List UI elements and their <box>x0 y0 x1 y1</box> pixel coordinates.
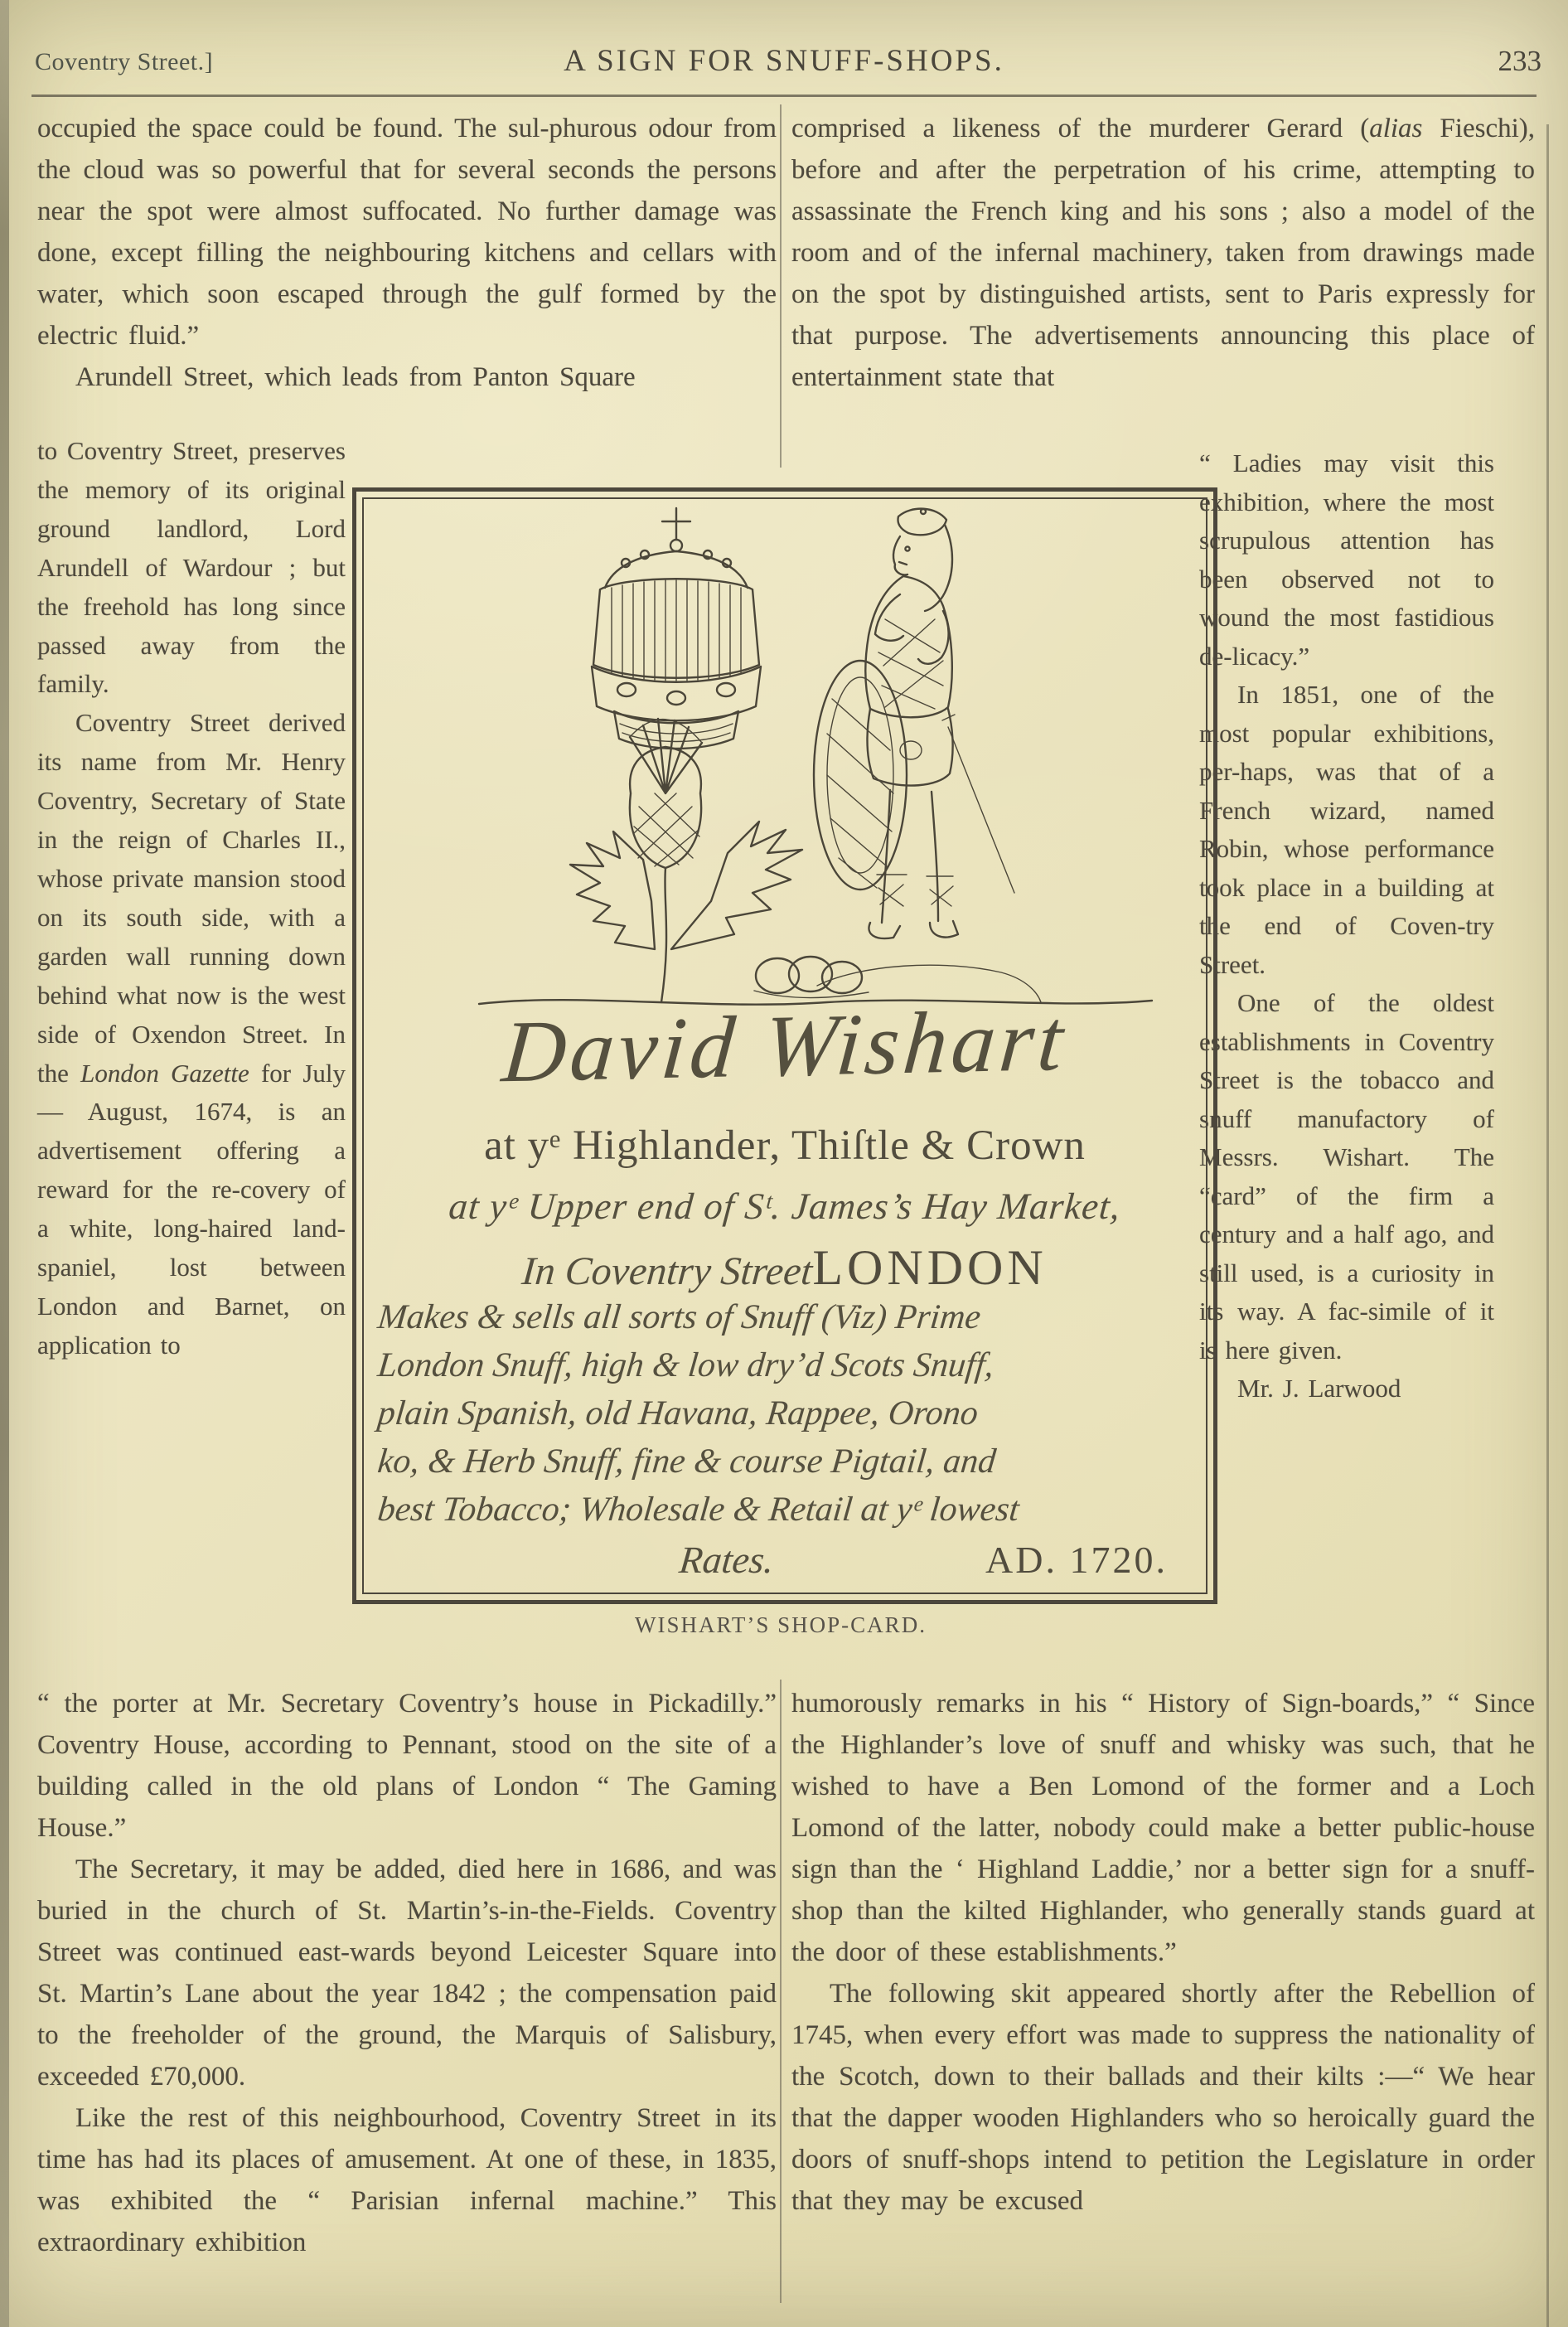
crown-icon <box>592 508 761 749</box>
alias-italic: alias <box>1369 114 1423 143</box>
paragraph-oldest: One of the oldest establishments in Coventry Street is the tobacco and snuff manufactory of Messrs. Wishart. The “card” of the firm a century and a half ago, and still used, is a curiosity in its way. A fac-simile of it is here given. <box>1199 988 1494 1365</box>
card-body-line: best Tobacco; Wholesale & Retail at yᵉ lowest <box>375 1491 1021 1529</box>
paragraph-amusement: Like the rest of this neighbourhood, Coventry Street in its time has had its places of amusement. At one of these, in 1835, was exhibited the “ Parisian infernal machine.” This extraordinary exhibition <box>37 2103 777 2257</box>
left-column-bottom <box>37 1683 777 2263</box>
shop-card <box>352 487 1217 1604</box>
targe-icon <box>814 661 907 890</box>
card-rates-label: Rates. <box>677 1539 777 1581</box>
paragraph-derived <box>37 704 346 1365</box>
comprised-text-b: Fieschi), before and after the perpetration of his crime, attempting to assassinate the French king and his sons ; also a model of the room and of the infernal machinery, taken from drawings made on the spot by distinguished artists, sent to Paris expressly for that purpose. The advertisements announcing this place of entertainment state that <box>791 114 1536 392</box>
paragraph-arundell-cont: to Coventry Street, preserves the memory of its original ground landlord, Lord Arundell of Wardour ; but the freehold has long since passed away from the family. <box>37 436 346 699</box>
page-left-edge-shadow <box>0 0 9 2327</box>
shop-card-caption: WISHART’S SHOP-CARD. <box>635 1612 927 1637</box>
card-address-line: at yᵉ Upper end of Sᵗ. James’s Hay Market, <box>447 1185 1123 1227</box>
column-divider-bottom <box>780 1680 782 2303</box>
london-gazette-italic: London Gazette <box>80 1058 249 1088</box>
comprised-text-a: comprised a likeness of the murderer Gerard ( <box>791 114 1370 143</box>
card-proprietor-name: David Wishart <box>498 991 1072 1101</box>
right-column-narrow <box>1199 444 1494 1408</box>
left-column-top <box>37 108 777 398</box>
header-rule <box>31 95 1537 97</box>
derived-text-b: for July — August, 1674, is an advertisement offering a reward for the re-covery of a white, long-haired land-spaniel, lost between London and Barnet, on application to <box>37 1058 346 1360</box>
paragraph-humorously: humorously remarks in his “ History of Sign-boards,” “ Since the Highlander’s love of snuff and whisky was such, that he wished to have a Ben Lomond of the former and a Loch Lomond of the latter, nobody could make a better public-house sign than the ‘ Highland Laddie,’ nor a better sign for a snuff-shop than the kilted Highlander, who generally stands guard at the door of these establishments.” <box>791 1689 1535 1967</box>
highlander-icon <box>814 509 1014 938</box>
card-date-label: AD. 1720. <box>985 1539 1168 1581</box>
card-body-line: London Snuff, high & low dry’d Scots Snuff, <box>375 1346 996 1384</box>
paragraph-arundell-lead: Arundell Street, which leads from Panton Square <box>75 362 636 392</box>
derived-text-a: Coventry Street derived its name from Mr. Henry Coventry, Secretary of State in the reign of Charles II., whose private mansion stood on its south side, with a garden wall running down behind what now is the west side of Oxendon Street. In the <box>37 708 346 1088</box>
paragraph-porter: “ the porter at Mr. Secretary Coventry’s house in Pickadilly.” Coventry House, according to Pennant, stood on the site of a building called in the old plans of London “ The Gaming House.” <box>37 1689 777 1843</box>
right-column-top <box>791 108 1535 398</box>
paragraph-comprised <box>791 108 1535 398</box>
page-number: 233 <box>1498 45 1541 77</box>
right-column-bottom <box>791 1683 1535 2222</box>
tobacco-roll-icon <box>754 957 869 998</box>
card-sign-line: at yᵉ Highlander, Thiſtle & Crown <box>484 1122 1086 1169</box>
paragraph-occupied: occupied the space could be found. The sul-phurous odour from the cloud was so powerful that for several seconds the persons near the spot were almost suffocated. No further damage was done, except filling the neighbouring kitchens and cellars with water, which soon escaped through the gulf formed by the electric fluid.” <box>37 114 777 351</box>
card-city-line <box>356 1239 1213 1297</box>
paragraph-skit: The following skit appeared shortly after the Rebellion of 1745, when every effort was made to suppress the nationality of the Scotch, down to their ballads and their kilts :—“ We hear that the dapper wooden Highlanders who so heroically guard the doors of snuff-shops intend to petition the Legislature in order that they may be excused <box>791 1979 1535 2216</box>
paragraph-1851: In 1851, one of the most popular exhibitions, per-haps, was that of a French wizard, named Robin, whose performance took place in a building at the end of Coven-try Street. <box>1199 680 1494 979</box>
paragraph-ladies: “ Ladies may visit this exhibition, where the most scrupulous attention has been observed not to wound the most fastidious de-licacy.” <box>1199 448 1494 671</box>
card-city-caps: LONDON <box>812 1240 1048 1295</box>
paragraph-secretary: The Secretary, it may be added, died here in 1686, and was buried in the church of St. Martin’s-in-the-Fields. Coventry Street was continued east-wards beyond Leicester Square into St. Martin’s Lane about the year 1842 ; the compensation paid to the freeholder of the ground, the Marquis of Salisbury, exceeded £70,000. <box>37 1854 777 2092</box>
column-divider-top <box>780 104 782 468</box>
page-right-edge-line <box>1546 124 1549 2327</box>
paragraph-larwood-lead: Mr. J. Larwood <box>1237 1374 1401 1403</box>
card-body-line: ko, & Herb Snuff, fine & course Pigtail, and <box>375 1442 998 1481</box>
card-body-line: plain Spanish, old Havana, Rappee, Orono <box>375 1394 980 1433</box>
left-column-narrow <box>37 432 346 1365</box>
page-title: A SIGN FOR SNUFF-SHOPS. <box>564 44 1004 78</box>
card-city-script: In Coventry Street <box>520 1249 815 1293</box>
card-body-line: Makes & sells all sorts of Snuff (Viz) Prime <box>375 1298 983 1336</box>
shop-card-illustration <box>363 502 1203 1011</box>
running-header-left: Coventry Street.] <box>35 48 214 75</box>
